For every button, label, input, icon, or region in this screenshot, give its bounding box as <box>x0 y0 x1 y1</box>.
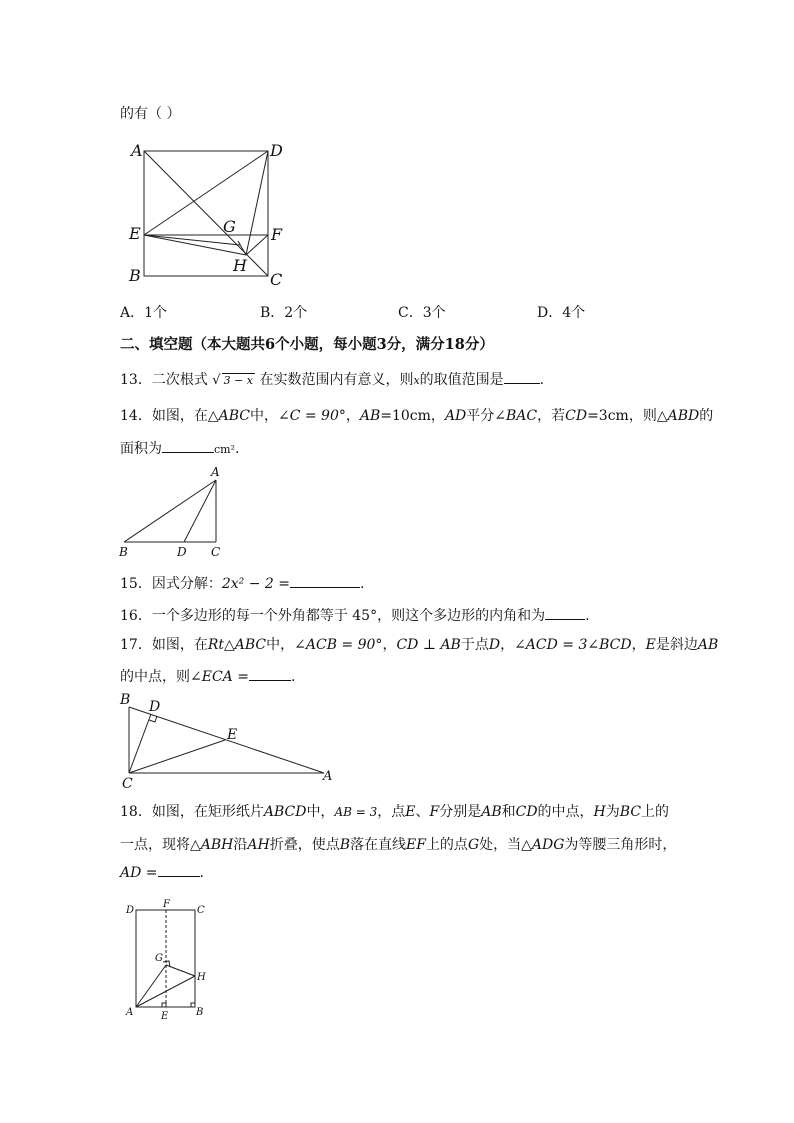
q18-text-e: ，点 <box>377 804 406 820</box>
q18-text-k: 和 <box>501 804 516 820</box>
q12-line-ac <box>144 151 268 276</box>
q18-point-e: E <box>405 804 416 820</box>
q16 <box>120 605 590 625</box>
q14-figure <box>115 464 230 560</box>
q18-point-f: F <box>429 804 440 820</box>
q18-tri-adg: △ADG <box>521 837 565 853</box>
q12-figure <box>120 138 300 290</box>
q12-line-ed <box>144 151 268 235</box>
q18-abcd: ABCD <box>263 804 307 820</box>
q18-right-angle-e <box>162 1003 166 1007</box>
q14-text-a: 14．如图，在 <box>120 408 208 424</box>
q18-answer-blank[interactable] <box>158 864 200 877</box>
q12-label-c: C <box>270 270 283 289</box>
q14-text-f: =10cm， <box>380 408 445 424</box>
q17-text-2a: 的中点，则 <box>120 669 190 685</box>
q17-figure <box>115 688 340 788</box>
q14-line-ad <box>184 480 216 542</box>
q17-line-ce <box>129 740 225 773</box>
q12-tail: 的有（ ） <box>120 106 181 122</box>
q17-answer-blank[interactable] <box>249 668 291 681</box>
q17-label-c: C <box>122 776 133 788</box>
q17-text-h: ， <box>500 637 515 653</box>
q18-ef: EF <box>406 837 426 853</box>
q18-label-e: E <box>161 1011 169 1022</box>
q14-line-1 <box>120 405 713 425</box>
q18-line-ag <box>136 965 166 1007</box>
q18-right-angle-b <box>191 1003 195 1007</box>
q18-point-h: H <box>593 804 606 820</box>
q12-option-a: A．1个 <box>120 305 168 321</box>
q14-answer-blank[interactable] <box>162 440 214 453</box>
q13: 13．二次根式 √ 3 − x 在实数范围内有意义，则x的取值范围是 . <box>120 372 545 388</box>
q14-angle-bac: ∠BAC <box>494 408 538 424</box>
q17-label-a: A <box>323 769 333 784</box>
q17-label-e: E <box>227 727 238 743</box>
q12-line-gh <box>238 241 246 255</box>
q12-line-eg <box>144 235 240 245</box>
q18-text-2c: 沿 <box>233 837 248 853</box>
q17-text-b: 中， <box>266 637 295 653</box>
q18-text-2m: 为等腰三角形时， <box>564 837 677 853</box>
q18-ad-eq: AD = <box>120 865 158 881</box>
q18-ah: AH <box>247 837 270 853</box>
q13-radical: 3 − x <box>223 374 253 387</box>
q12-option-b: B．2个 <box>260 305 308 321</box>
q14-angle-c: ∠C = 90° <box>277 408 346 424</box>
q14-area-text: 面积为 <box>120 441 162 457</box>
q18-label-d: D <box>126 905 135 916</box>
q13-end: . <box>539 372 545 388</box>
q16-text: 16．一个多边形的每一个外角都等于 45°，则这个多边形的内角和为 <box>120 608 546 624</box>
q14-tri-abd: △ABD <box>656 408 700 424</box>
q17-angle-acb: ∠ACB = 90° <box>294 637 383 653</box>
q18-text-g: 、 <box>415 804 430 820</box>
q12-label-f: F <box>271 225 283 244</box>
q18-label-a: A <box>126 1007 134 1018</box>
q18-line-3 <box>120 864 204 881</box>
q14-text-j: ，若 <box>537 408 566 424</box>
q12-option-c: C．3个 <box>398 305 446 321</box>
q18-label-h: H <box>197 972 206 983</box>
q17-label-d: D <box>149 699 161 715</box>
q13-text-2: 在实数范围内有意义，则 <box>259 372 414 388</box>
q17-angle-eca: ∠ECA = <box>190 669 249 685</box>
q18-end: . <box>199 865 204 881</box>
q12-label-d: D <box>270 141 283 160</box>
q17-ab: AB <box>697 637 719 653</box>
q15-end: . <box>359 576 365 592</box>
q14-cd: CD <box>565 408 588 424</box>
q14-label-a: A <box>211 465 220 479</box>
q18-ab-eq-3: AB = 3 <box>334 805 378 819</box>
q18-text-2g: 落在直线 <box>350 837 406 853</box>
q15-text: 15．因式分解： <box>120 576 222 592</box>
q18-text-i: 分别是 <box>439 804 482 820</box>
q13-text-3: 的取值范围是 <box>419 372 504 388</box>
q14-ab: AB <box>359 408 381 424</box>
q14-text-h: 平分 <box>466 408 495 424</box>
q18-text-2e: 折叠，使点 <box>269 837 340 853</box>
q17-rt-abc: Rt△ABC <box>207 637 267 653</box>
q18-text-2i: 上的点 <box>425 837 468 853</box>
q17-line-1 <box>120 634 718 654</box>
q17-point-d: D <box>488 637 501 653</box>
q18-label-g: G <box>155 953 163 964</box>
q18-label-f: F <box>163 899 170 910</box>
q12-label-h: H <box>233 256 247 275</box>
q17-text-f: 于点 <box>460 637 489 653</box>
q17-point-e: E <box>645 637 656 653</box>
q18-label-c: C <box>197 905 205 916</box>
q18-text-2a: 一点，现将 <box>120 837 190 853</box>
q14-ad: AD <box>444 408 467 424</box>
q12-option-d: D．4个 <box>537 305 586 321</box>
q12-label-g: G <box>223 217 236 236</box>
q14-text-l: =3cm，则 <box>587 408 657 424</box>
q17-text-j: ， <box>631 637 646 653</box>
q18-text-a: 18．如图，在矩形纸片 <box>120 804 264 820</box>
q13-text-1: 二次根式 <box>151 372 208 388</box>
q14-label-d: D <box>177 545 187 559</box>
q18-cd: CD <box>515 804 538 820</box>
q14-line-2 <box>120 438 239 458</box>
q18-point-b: B <box>339 837 350 853</box>
q15-answer-blank[interactable] <box>290 575 360 588</box>
q18-figure <box>120 895 220 1025</box>
q17-end: . <box>290 669 296 685</box>
q17-label-b: B <box>120 692 131 708</box>
q14-text-n: 的 <box>699 408 714 424</box>
q18-text-m: 的中点， <box>537 804 594 820</box>
q12-label-a: A <box>131 141 143 160</box>
q18-line-2 <box>120 834 676 854</box>
q12-label-b: B <box>129 266 141 285</box>
q14-label-c: C <box>211 545 221 559</box>
q12-line-dh <box>246 151 268 255</box>
q13-num: 13． <box>120 372 152 388</box>
q13-answer-blank[interactable] <box>504 371 540 384</box>
q17-text-l: 是斜边 <box>655 637 698 653</box>
q18-point-g: G <box>467 837 480 853</box>
q17-text-d: ， <box>382 637 397 653</box>
q17-line-cd <box>129 714 151 773</box>
q12-label-e: E <box>129 224 141 243</box>
q17-angle-relation: ∠ACD = 3∠BCD <box>514 637 632 653</box>
q17-cd-perp-ab: CD ⊥ AB <box>396 637 461 653</box>
q16-end: . <box>585 608 590 624</box>
q18-line-1 <box>120 801 669 821</box>
q18-ab: AB <box>481 804 502 820</box>
q18-text-o: 为 <box>605 804 620 820</box>
q18-label-b: B <box>196 1007 204 1018</box>
q14-end: . <box>235 441 240 457</box>
q18-tri-abh: △ABH <box>190 837 234 853</box>
q17-line-2 <box>120 666 295 686</box>
q16-answer-blank[interactable] <box>545 607 585 620</box>
q14-unit: cm² <box>214 443 236 456</box>
q13-var: x <box>413 374 420 387</box>
q18-text-c: 中， <box>306 804 335 820</box>
q14-text-b: 中， <box>249 408 278 424</box>
q14-label-b: B <box>119 545 128 559</box>
q15-expression: 2x² − 2 = <box>221 576 290 592</box>
q14-text-d: ， <box>345 408 360 424</box>
q15 <box>120 573 364 593</box>
q18-text-2k: 处，当 <box>479 837 522 853</box>
section-title: 二、填空题（本大题共6个小题，每小题3分，满分18分） <box>120 336 494 353</box>
q14-side-ba <box>124 480 216 542</box>
q18-bc: BC <box>619 804 642 820</box>
q17-text-a: 17．如图，在 <box>120 637 208 653</box>
q14-tri-abc: △ABC <box>207 408 250 424</box>
q18-text-q: 上的 <box>641 804 670 820</box>
